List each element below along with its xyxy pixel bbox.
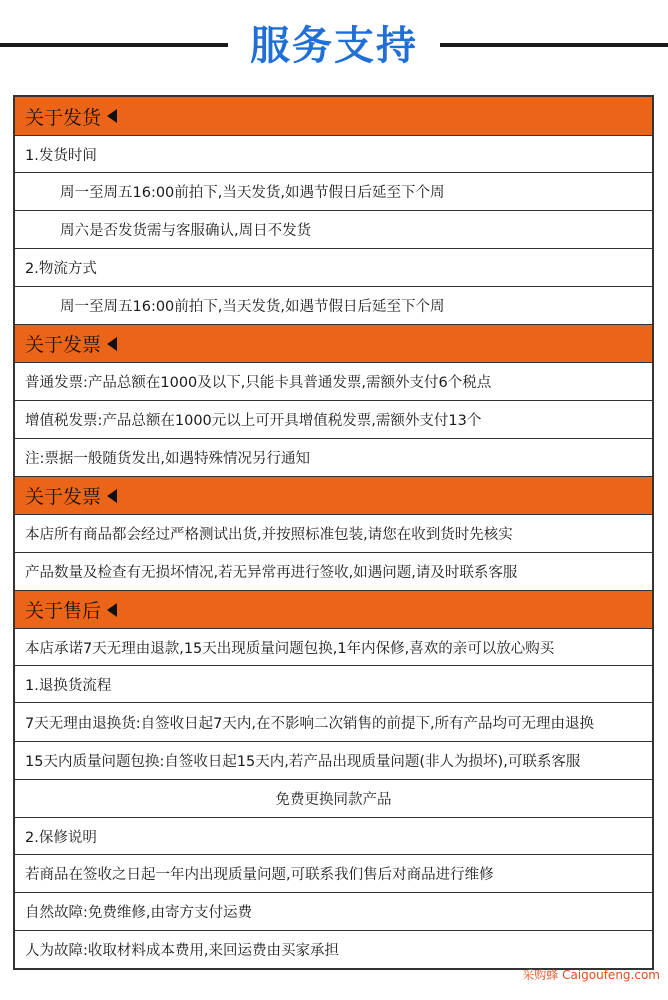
table-row bbox=[15, 400, 652, 438]
table-row bbox=[15, 930, 652, 968]
title-divider-left bbox=[0, 43, 228, 47]
section-header-label: 关于发票 bbox=[25, 334, 102, 356]
row-text: 7天无理由退换货:自签收日起7天内,在不影响二次销售的前提下,所有产品均可无理由退换 bbox=[25, 715, 595, 732]
title-divider-right bbox=[440, 43, 668, 47]
row-text: 本店承诺7天无理由退款,15天出现质量问题包换,1年内保修,喜欢的亲可以放心购买 bbox=[25, 640, 555, 657]
row-text: 2.保修说明 bbox=[25, 829, 97, 846]
table-row bbox=[15, 552, 652, 590]
table-row bbox=[15, 438, 652, 476]
table-row bbox=[15, 248, 652, 286]
section-header bbox=[15, 97, 652, 135]
table-row bbox=[15, 135, 652, 172]
watermark: 采购蜂 Caigoufeng.com bbox=[522, 968, 660, 982]
row-text: 2.物流方式 bbox=[25, 261, 97, 277]
row-text: 周六是否发货需与客服确认,周日不发货 bbox=[60, 223, 312, 239]
table-row bbox=[15, 362, 652, 400]
section-header-label: 关于发票 bbox=[25, 486, 102, 508]
row-text: 注:票据一般随货发出,如遇特殊情况另行通知 bbox=[25, 451, 310, 467]
row-text: 增值税发票:产品总额在1000元以上可开具增值税发票,需额外支付13个 bbox=[25, 413, 482, 429]
row-text: 周一至周五16:00前拍下,当天发货,如遇节假日后延至下个周 bbox=[60, 299, 445, 315]
row-text: 产品数量及检查有无损坏情况,若无异常再进行签收,如遇问题,请及时联系客服 bbox=[25, 565, 518, 581]
row-text: 若商品在签收之日起一年内出现质量问题,可联系我们售后对商品进行维修 bbox=[25, 867, 494, 883]
triangle-left-icon bbox=[107, 489, 117, 503]
table-row bbox=[15, 665, 652, 702]
table-row bbox=[15, 702, 652, 741]
row-text: 周一至周五16:00前拍下,当天发货,如遇节假日后延至下个周 bbox=[60, 185, 445, 201]
triangle-left-icon bbox=[107, 603, 117, 617]
table-row bbox=[15, 892, 652, 930]
table-row bbox=[15, 854, 652, 892]
table-row bbox=[15, 779, 652, 817]
row-text: 免费更换同款产品 bbox=[275, 792, 392, 808]
row-text: 1.退换货流程 bbox=[25, 677, 112, 694]
title-bar bbox=[0, 0, 668, 92]
row-text: 15天内质量问题包换:自签收日起15天内,若产品出现质量问题(非人为损坏),可联系客服 bbox=[25, 754, 581, 770]
table-row bbox=[15, 172, 652, 210]
table-row bbox=[15, 817, 652, 854]
table-row bbox=[15, 514, 652, 552]
row-text: 本店所有商品都会经过严格测试出货,并按照标准包装,请您在收到货时先核实 bbox=[25, 527, 513, 543]
section-header bbox=[15, 476, 652, 514]
table-row bbox=[15, 628, 652, 665]
section-header-label: 关于发货 bbox=[25, 106, 102, 129]
table-row bbox=[15, 286, 652, 324]
row-text: 1.发货时间 bbox=[25, 147, 97, 164]
table-row bbox=[15, 741, 652, 779]
row-text: 自然故障:免费维修,由寄方支付运费 bbox=[25, 905, 252, 921]
section-header bbox=[15, 324, 652, 362]
row-text: 普通发票:产品总额在1000及以下,只能卡具普通发票,需额外支付6个税点 bbox=[25, 375, 492, 391]
triangle-left-icon bbox=[107, 109, 117, 123]
section-header-label: 关于售后 bbox=[25, 600, 102, 622]
table-row bbox=[15, 210, 652, 248]
service-info-table bbox=[13, 95, 654, 970]
triangle-left-icon bbox=[107, 337, 117, 351]
page-title: 服务支持 bbox=[250, 23, 418, 69]
row-text: 人为故障:收取材料成本费用,来回运费由买家承担 bbox=[25, 943, 339, 959]
section-header bbox=[15, 590, 652, 628]
